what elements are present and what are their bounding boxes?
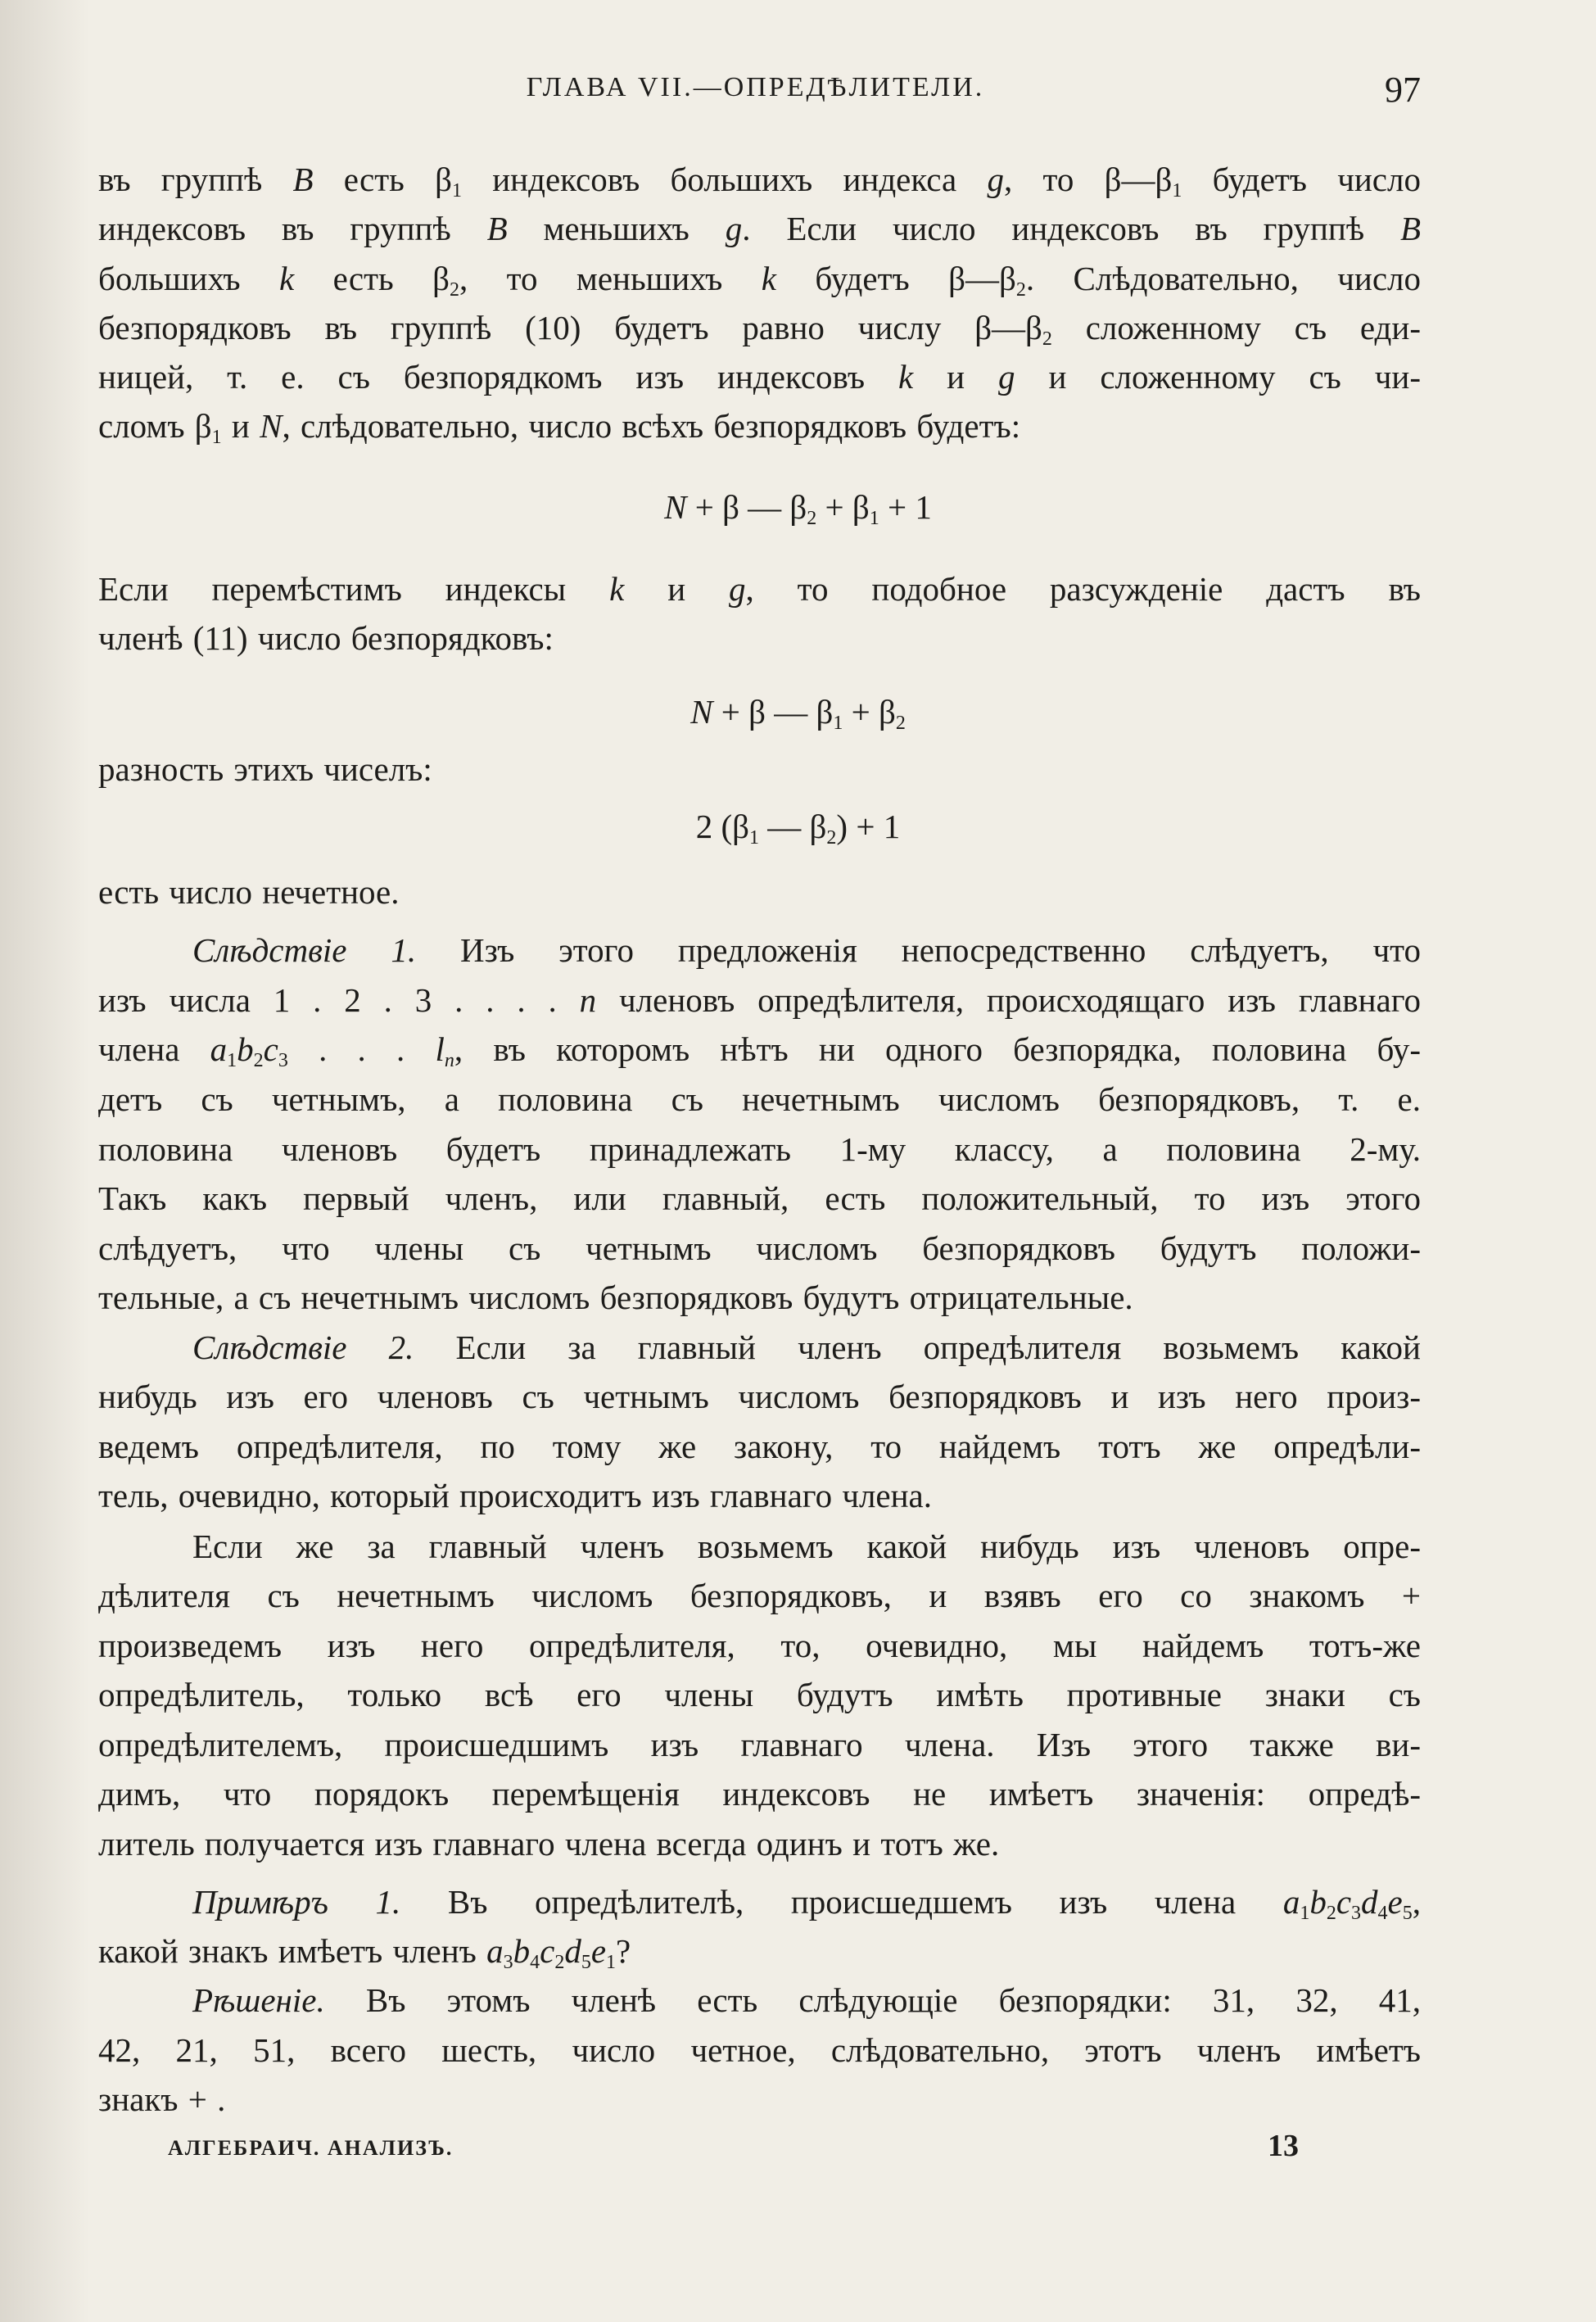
- paragraph-line: детъ съ четнымъ, а половина съ нечетнымъ числомъ безпорядковъ, т. е.: [98, 1080, 1421, 1118]
- paragraph-line: какой знакъ имѣетъ членъ $a_3b_4c_2d_5e_1$?: [98, 1932, 631, 1973]
- paragraph-line: есть число нечетное.: [98, 873, 400, 911]
- paragraph-line: Примѣръ 1. Въ опредѣлителѣ, происшедшемъ изъ члена $a_1b_2c_3d_4e_5$,: [192, 1883, 1421, 1924]
- paragraph-line: Рѣшеніе. Въ этомъ членѣ есть слѣдующіе безпорядки: 31, 32, 41,: [192, 1981, 1421, 2019]
- formula-2: N + β — $\beta_1 + \beta_2$: [690, 693, 906, 734]
- paragraph-line: сломъ $\beta_1$ и N, слѣдовательно, число всѣхъ безпорядковъ будетъ:: [98, 407, 1021, 448]
- paragraph-line: нибудь изъ его членовъ съ четнымъ числомъ безпорядковъ и изъ него произ-: [98, 1378, 1421, 1415]
- paragraph-line: ницей, т. е. съ безпорядкомъ изъ индексовъ k и g и сложенному съ чи-: [98, 358, 1422, 396]
- paragraph-line: тель, очевидно, который происходитъ изъ главнаго члена.: [98, 1477, 933, 1514]
- running-header: [90, 72, 1421, 121]
- paragraph-line: тельные, а съ нечетнымъ числомъ безпорядковъ будутъ отрицательные.: [98, 1279, 1133, 1316]
- paragraph-line: членѣ (11) число безпорядковъ:: [98, 619, 554, 657]
- paragraph-line: димъ, что порядокъ перемѣщенія индексовъ не имѣетъ значенія: опредѣ-: [98, 1775, 1421, 1813]
- paragraph-line: безпорядковъ въ группѣ (10) будетъ равно числу $\beta—\beta_2$ сложенному съ еди-: [98, 309, 1421, 350]
- paragraph-line: ведемъ опредѣлителя, по тому же закону, то найдемъ тотъ же опредѣли-: [98, 1428, 1421, 1465]
- paragraph-line: Слѣдствіе 2. Если за главный членъ опредѣлителя возьмемъ какой: [192, 1328, 1421, 1366]
- chapter-title: ГЛАВА VII.—ОПРЕДѢЛИТЕЛИ.: [526, 72, 985, 102]
- paragraph-line: Слѣдствіе 1. Изъ этого предложенія непосредственно слѣдуетъ, что: [192, 931, 1421, 969]
- paragraph-line: дѣлителя съ нечетнымъ числомъ безпорядковъ, и взявъ его со знакомъ +: [98, 1577, 1421, 1614]
- paragraph-line: Если же за главный членъ возьмемъ какой нибудь изъ членовъ опре-: [192, 1528, 1421, 1565]
- paragraph-line: Такъ какъ первый членъ, или главный, есть положительный, то изъ этого: [98, 1179, 1421, 1217]
- paragraph-line: члена $a_1b_2c_3$ . . . $l_n$, въ которомъ нѣтъ ни одного безпорядка, половина бу-: [98, 1030, 1421, 1071]
- formula-3: 2 ($\beta_1$ — $\beta_2) + 1$: [695, 808, 901, 849]
- page-edge-shadow: [0, 0, 90, 2322]
- formula-1: N + β — $\beta_2 + \beta_1 + 1$: [664, 488, 932, 529]
- paragraph-line: 42, 21, 51, всего шесть, число четное, слѣдовательно, этотъ членъ имѣетъ: [98, 2031, 1421, 2069]
- footer-book-title: АЛГЕБРАИЧ. АНАЛИЗЪ.: [168, 2136, 454, 2160]
- paragraph-line: литель получается изъ главнаго члена всегда одинъ и тотъ же.: [98, 1825, 1000, 1863]
- paragraph-line: Если перемѣстимъ индексы k и g, то подобное разсужденіе дастъ въ: [98, 570, 1421, 608]
- paragraph-line: произведемъ изъ него опредѣлителя, то, очевидно, мы найдемъ тотъ-же: [98, 1627, 1421, 1664]
- paragraph-line: большихъ k есть $\beta_2$, то меньшихъ k будетъ $\beta—\beta_2$. Слѣдовательно, число: [98, 260, 1421, 301]
- paragraph-line: изъ числа 1 . 2 . 3 . . . . n членовъ опредѣлителя, происходящаго изъ главнаго: [98, 981, 1422, 1019]
- paragraph-line: въ группѣ B есть $\beta_1$ индексовъ большихъ индекса g, то $\beta—\beta_1$ будетъ число: [98, 161, 1421, 201]
- paragraph-line: половина членовъ будетъ принадлежать 1-му классу, а половина 2-му.: [98, 1130, 1421, 1168]
- paragraph-line: индексовъ въ группѣ B меньшихъ g. Если число индексовъ въ группѣ B: [98, 210, 1421, 247]
- paragraph-line: слѣдуетъ, что члены съ четнымъ числомъ безпорядковъ будутъ положи-: [98, 1229, 1421, 1267]
- page-number: 97: [1385, 70, 1421, 110]
- paragraph-line: разность этихъ чиселъ:: [98, 750, 432, 788]
- paragraph-line: опредѣлитель, только всѣ его члены будутъ имѣть противные знаки съ: [98, 1676, 1421, 1713]
- footer-signature-number: 13: [1268, 2129, 1299, 2163]
- paragraph-line: опредѣлителемъ, происшедшимъ изъ главнаго члена. Изъ этого также ви-: [98, 1726, 1421, 1763]
- paragraph-line: знакъ + .: [98, 2080, 226, 2118]
